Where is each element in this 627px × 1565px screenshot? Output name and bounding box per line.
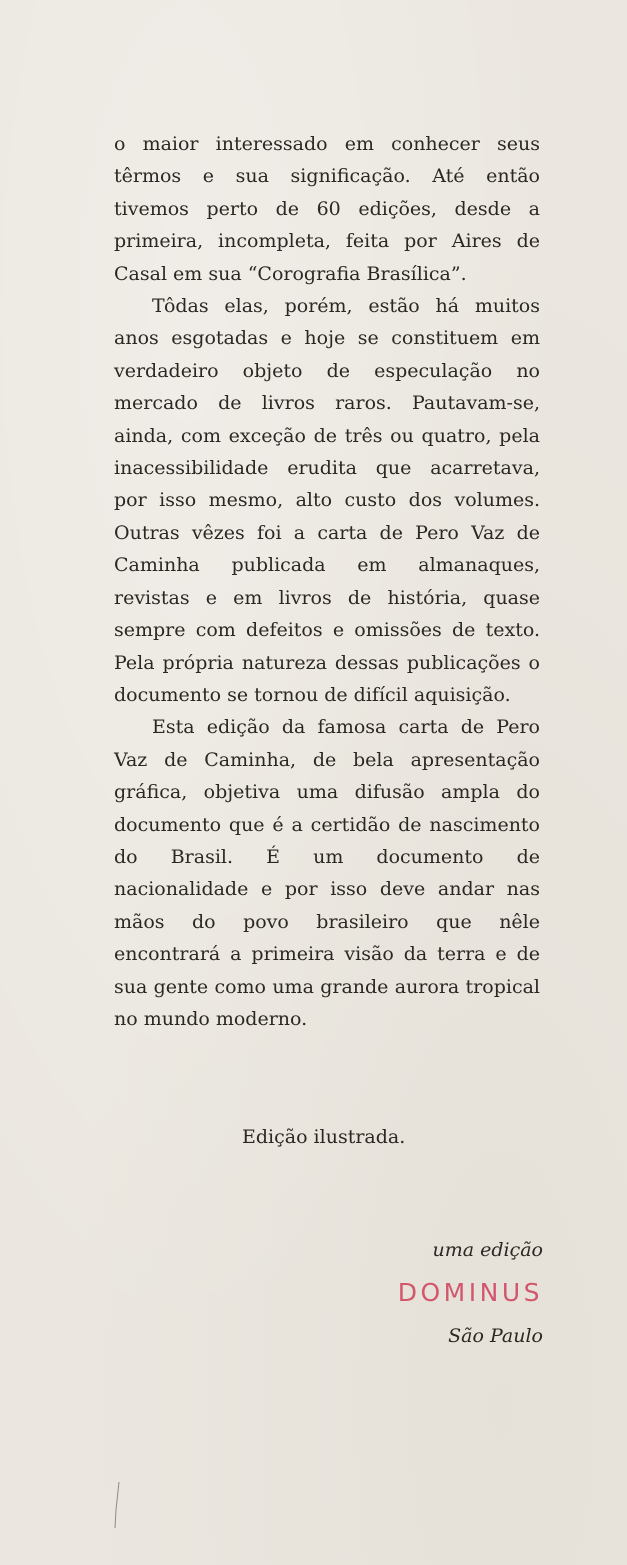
edition-note: Edição ilustrada.	[242, 1126, 406, 1148]
publisher-imprint	[398, 1236, 543, 1350]
publisher-name: DOMINUS	[397, 1278, 543, 1307]
body-text	[114, 128, 540, 1035]
paragraph-3: Esta edição da famosa carta de Pero Vaz de Caminha, de bela apresentação gráfica, objetiva uma difusão ampla do documento que é a certidão de nascimento do Brasil. É um documento de nacionalidade e por isso deve andar nas mãos do povo brasileiro que nêle encontrará a primeira visão da terra e de sua gente como uma grande aurora tropical no mundo moderno.	[114, 716, 540, 1030]
publisher-city: São Paulo	[448, 1325, 543, 1347]
pencil-mark-icon	[113, 1480, 121, 1530]
imprint-label: uma edição	[432, 1239, 543, 1261]
paragraph-1: o maior interessado em conhecer seus têrmos e sua significação. Até então tivemos perto de 60 edições, desde a primeira, incompleta, feita por Aires de Casal em sua “Corografia Brasílica”.	[114, 133, 540, 285]
paragraph-2: Tôdas elas, porém, estão há muitos anos esgotadas e hoje se constituem em verdadeiro objeto de especulação no mercado de livros raros. Pautavam-se, ainda, com exceção de três ou quatro, pela inacessibilidade erudita que acarretava, por isso mesmo, alto custo dos volumes. Outras vêzes foi a carta de Pero Vaz de Caminha publicada em almanaques, revistas e em livros de história, quase sempre com defeitos e omissões de texto. Pela própria natureza dessas publicações o documento se tornou de difícil aquisição.	[114, 295, 540, 706]
